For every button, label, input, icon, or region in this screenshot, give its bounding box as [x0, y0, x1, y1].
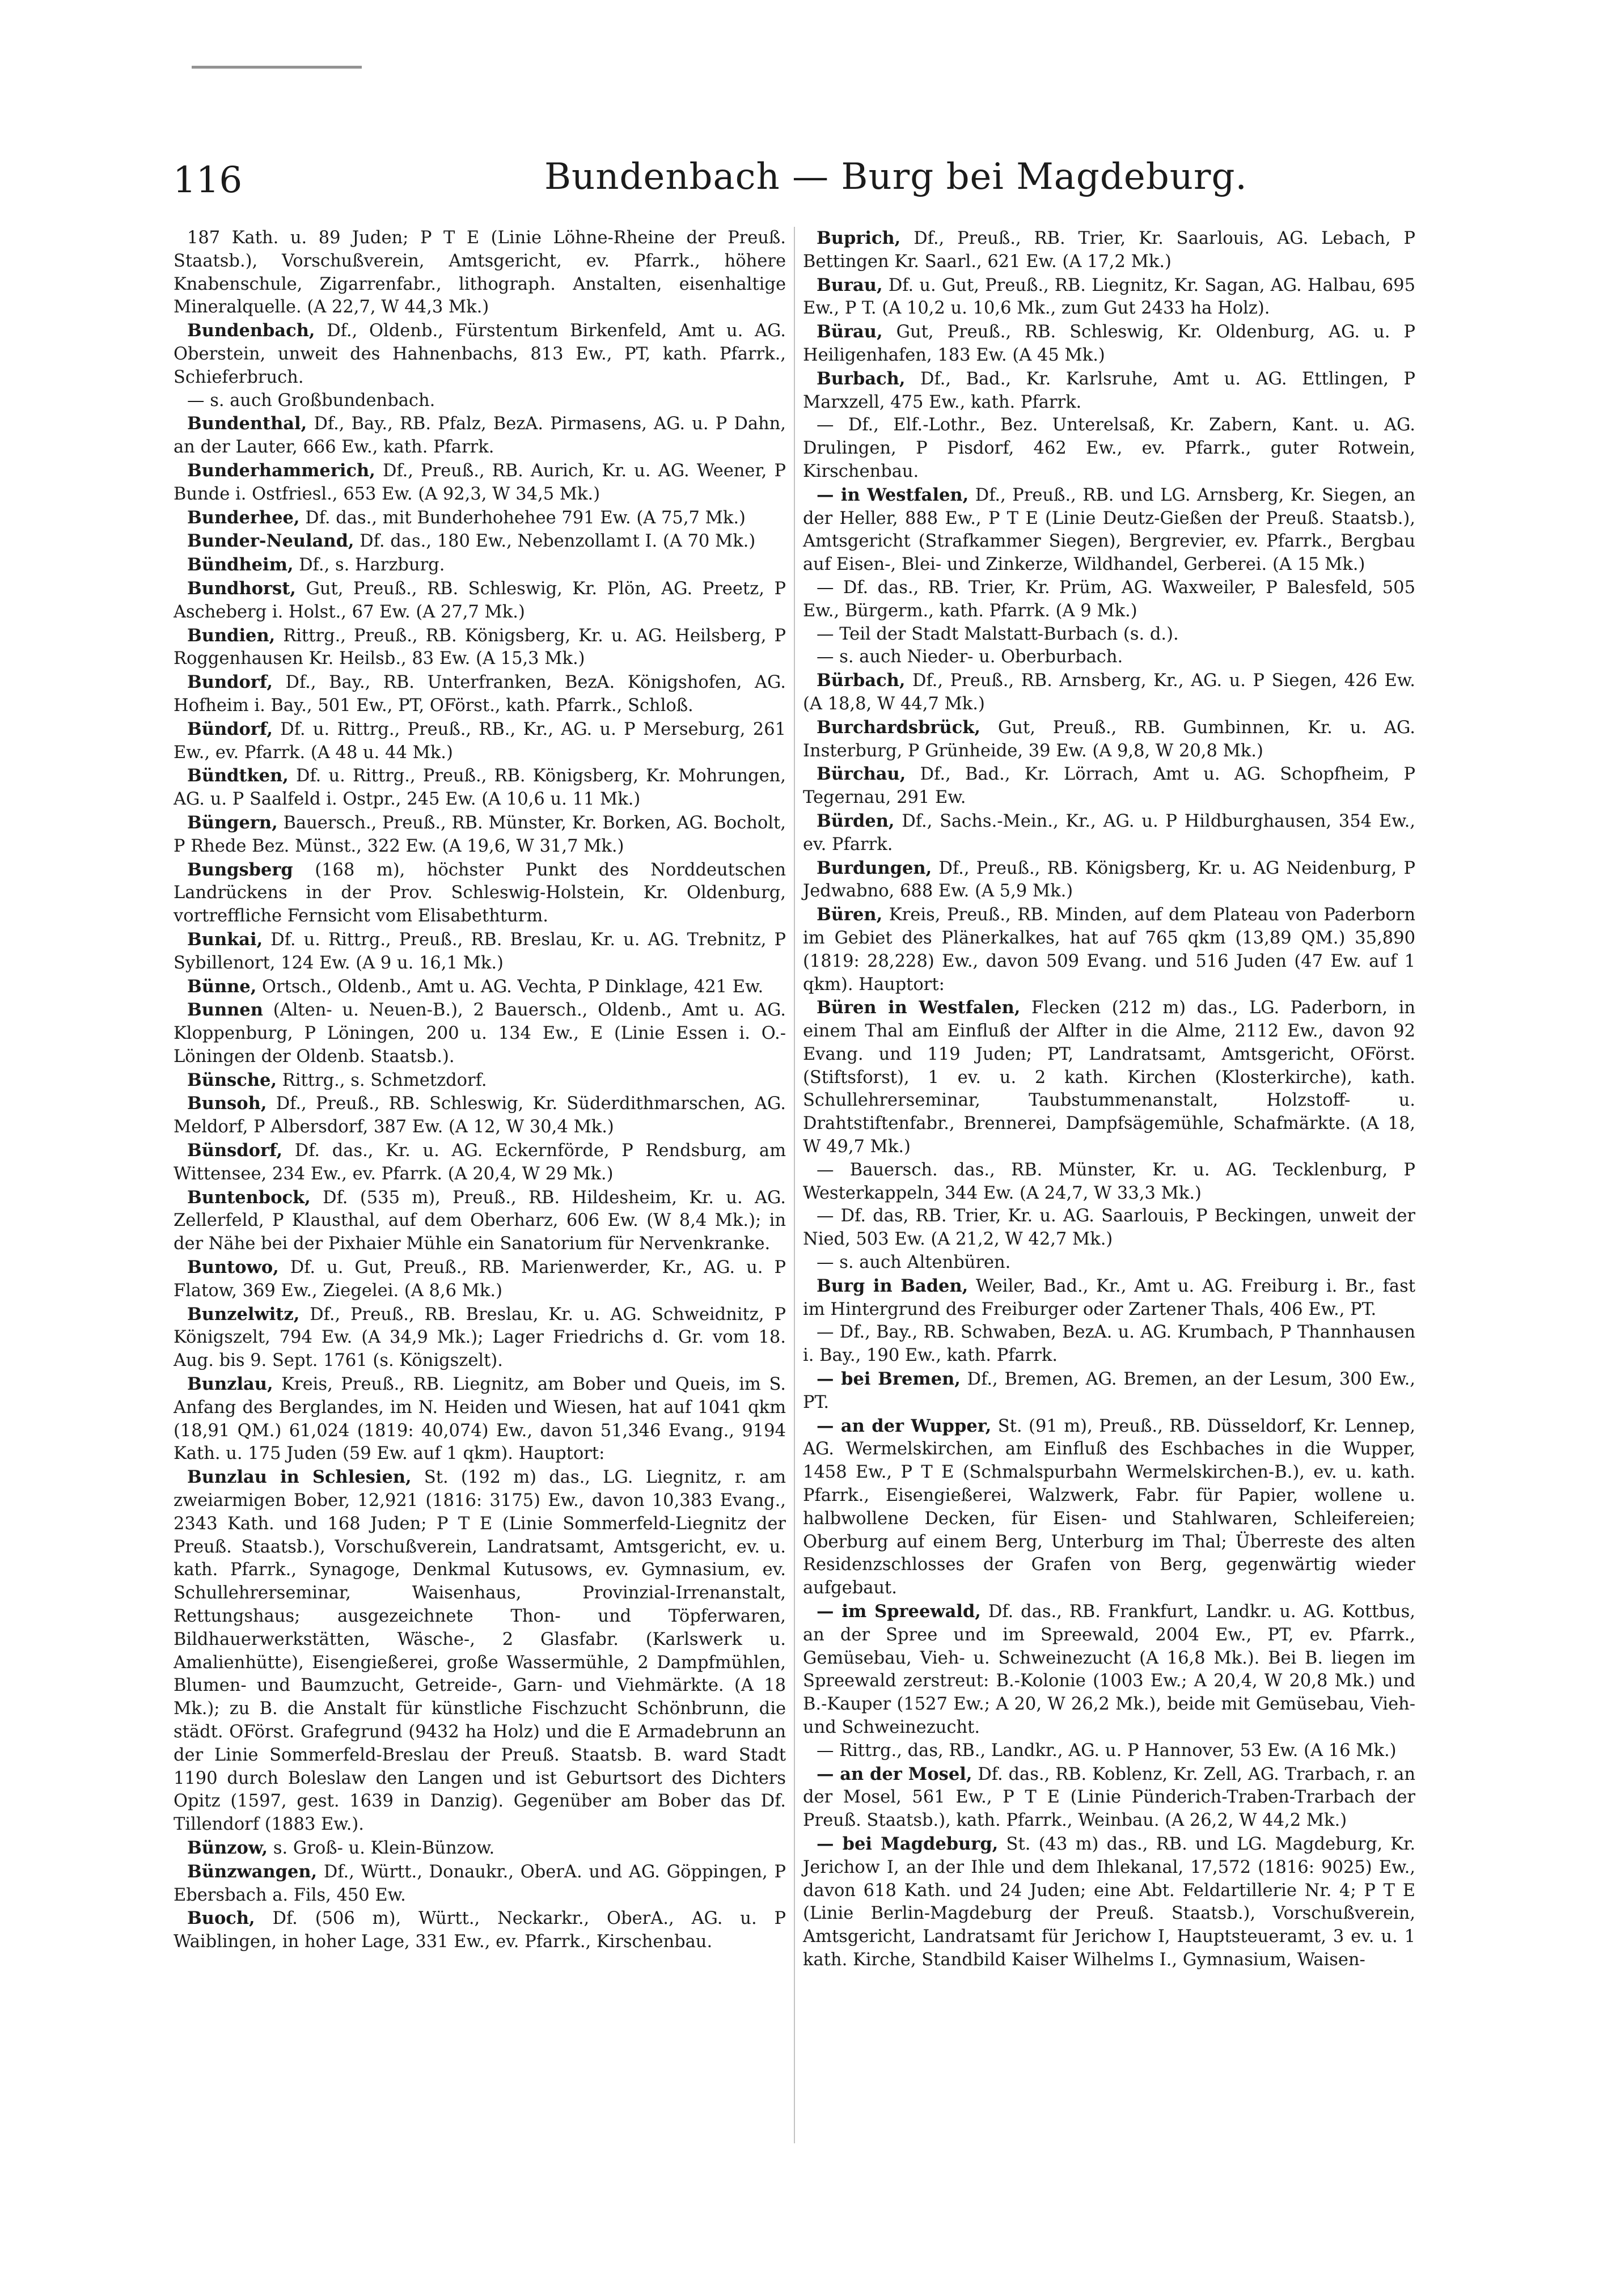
dictionary-entry: [803, 320, 1415, 367]
dictionary-entry: [803, 1415, 1415, 1600]
dictionary-entry: [174, 1069, 786, 1093]
dictionary-entry: [174, 928, 786, 975]
entry-text: — s. auch Großbundenbach.: [187, 390, 435, 411]
entry-headword: Bundorf,: [187, 672, 273, 693]
dictionary-entry: [174, 1139, 786, 1186]
entry-text: Df., Bay., RB. Unterfranken, BezA. Königshofen, AG. Hofheim i. Bay., 501 Ew., PT, OFörst., kath. Pfarrk., Schloß.: [174, 672, 786, 716]
entry-text: — Df., Elf.-Lothr., Bez. Unterelsaß, Kr. Zabern, Kant. u. AG. Drulingen, P Pisdorf, 462 Ew., ev. Pfarrk., guter Rotwein, Kirschenbau.: [803, 415, 1415, 481]
entry-headword: Bürau,: [817, 321, 883, 342]
entry-headword: Bungsberg: [187, 859, 293, 880]
entry-headword: — in Westfalen,: [817, 484, 969, 505]
dictionary-entry: [803, 716, 1415, 763]
entry-text: Df., Oldenb., Fürstentum Birkenfeld, Amt u. AG. Oberstein, unweit des Hahnenbachs, 813 Ew., PT, kath. Pfarrk., Schieferbruch.: [174, 321, 786, 387]
entry-headword: Bundhorst,: [187, 578, 296, 599]
entry-headword: — bei Magdeburg,: [817, 1833, 999, 1854]
entry-headword: Bunnen: [187, 1000, 263, 1021]
right-column: [803, 227, 1415, 1972]
dictionary-entry: [803, 1205, 1415, 1251]
entry-headword: Bünzow,: [187, 1837, 268, 1858]
dictionary-entry: [174, 811, 786, 858]
dictionary-entry: [803, 367, 1415, 414]
dictionary-entry: [174, 1303, 786, 1373]
entry-text: Weiler, Bad., Kr., Amt u. AG. Freiburg i. Br., fast im Hintergrund des Freiburger oder Zartener Thals, 406 Ew., PT.: [803, 1276, 1415, 1319]
entry-text: Df. u. Rittrg., Preuß., RB. Königsberg, Kr. Mohrungen, AG. u. P Saalfeld i. Ostpr., 245 Ew. (A 10,6 u. 11 Mk.): [174, 766, 786, 810]
entry-text: (Alten- u. Neuen-B.), 2 Bauersch., Oldenb., Amt u. AG. Kloppenburg, P Löningen, 200 u. 134 Ew., E (Linie Essen i. O.-Löningen der Oldenb. Staatsb.).: [174, 1000, 786, 1067]
entry-text: St. (43 m) das., RB. und LG. Magdeburg, Kr. Jerichow I, an der Ihle und dem Ihlekanal, 17,572 (1816: 9025) Ew., davon 618 Kath. und 24 Juden; eine Abt. Feldartillerie Nr. 4; P T E (Linie Berlin-Magdeburg der Preuß. Staatsb.), Vorschußverein, Amtsgericht, Landratsamt für Jerichow I, Hauptsteueramt, 3 ev. u. 1 kath. Kirche, Standbild Kaiser Wilhelms I., Gymnasium, Waisen-: [803, 1834, 1416, 1970]
entry-headword: Bunzelwitz,: [187, 1304, 300, 1325]
entry-text: Df. das., RB. Koblenz, Kr. Zell, AG. Trarbach, r. an der Mosel, 561 Ew., P T E (Linie Pünderich-Traben-Trarbach der Preuß. Staatsb.), kath. Pfarrk., Weinbau. (A 26,2, W 44,2 Mk.): [803, 1764, 1415, 1831]
column-divider: [794, 227, 795, 2143]
entry-text: St. (91 m), Preuß., RB. Düsseldorf, Kr. Lennep, AG. Wermelskirchen, am Einfluß des Eschbaches in die Wupper, 1458 Ew., P T E (Schmalspurbahn Wermelskirchen-B.), ev. u. kath. Pfarrk., Eisengießerei, Walzwerk, Fabr. für Papier, wollene u. halbwollene Decken, für Eisen- und Stahlwaren, Schleifereien; Oberburg auf einem Berg, Unterburg im Thal; Überreste des alten Residenzschlosses der Grafen von Berg, gegenwärtig wieder aufgebaut.: [803, 1416, 1415, 1598]
entry-headword: Bünsdorf,: [187, 1140, 283, 1161]
dictionary-entry: [174, 1186, 786, 1256]
dictionary-entry: [174, 624, 786, 671]
dictionary-entry: [803, 763, 1415, 810]
entry-headword: — an der Wupper,: [817, 1415, 992, 1436]
entry-text: — Rittrg., das, RB., Landkr., AG. u. P Hannover, 53 Ew. (A 16 Mk.): [817, 1740, 1397, 1761]
entry-text: Df. (506 m), Württ., Neckarkr., OberA., AG. u. P Waiblingen, in hoher Lage, 331 Ew., ev. Pfarrk., Kirschenbau.: [174, 1909, 786, 1952]
dictionary-entry: [803, 996, 1415, 1159]
entry-text: Df. das., Kr. u. AG. Eckernförde, P Rendsburg, am Wittensee, 234 Ew., ev. Pfarrk. (A 20,4, W 29 Mk.): [174, 1141, 786, 1184]
dictionary-entry: [803, 227, 1415, 274]
entry-headword: Bürchau,: [817, 764, 906, 785]
entry-text: Df., Bad., Kr. Lörrach, Amt u. AG. Schopfheim, P Tegernau, 291 Ew.: [803, 764, 1415, 808]
entry-text: — Bauersch. das., RB. Münster, Kr. u. AG. Tecklenburg, P Westerkappeln, 344 Ew. (A 24,7, W 33,3 Mk.): [803, 1160, 1415, 1203]
entry-text: Rittrg., s. Schmetzdorf.: [282, 1070, 487, 1090]
entry-text: Df., Preuß., RB. Schleswig, Kr. Süderdithmarschen, AG. Meldorf, P Albersdorf, 387 Ew. (A 12, W 30,4 Mk.): [174, 1094, 786, 1137]
entry-headword: Bündtken,: [187, 765, 289, 786]
entry-text: Df., Bay., RB. Pfalz, BezA. Pirmasens, AG. u. P Dahn, an der Lauter, 666 Ew., kath. Pfarrk.: [174, 414, 786, 458]
entry-text: Flecken (212 m) das., LG. Paderborn, in einem Thal am Einfluß der Alfter in die Alme, 2112 Ew., davon 92 Evang. und 119 Juden; PT, Landratsamt, Amtsgericht, OFörst. (Stiftsforst), 1 ev. u. 2 kath. Kirchen (Klosterkirche), kath. Schullehrerseminar, Taubstummenanstalt, Holzstoff- u. Drahtstiftenfabr., Brennerei, Dampfsägemühle, Schafmärkte. (A 18, W 49,7 Mk.): [803, 998, 1415, 1157]
entry-text: Df., Preuß., RB. und LG. Arnsberg, Kr. Siegen, an der Heller, 888 Ew., P T E (Linie Deutz-Gießen der Preuß. Staatsb.), Amtsgericht (Strafkammer Siegen), Bergrevier, ev. Pfarrk., Bergbau auf Eisen-, Blei- und Zinkerze, Wildhandel, Gerberei. (A 15 Mk.): [803, 485, 1415, 575]
entry-headword: Bürden,: [817, 810, 895, 831]
entry-headword: Büren in Westfalen,: [817, 997, 1021, 1018]
dictionary-entry: [174, 227, 786, 319]
dictionary-entry: [803, 1159, 1415, 1205]
entry-headword: Burbach,: [817, 368, 906, 389]
entry-text: Df., Württ., Donaukr., OberA. und AG. Göppingen, P Ebersbach a. Fils, 450 Ew.: [174, 1862, 786, 1905]
entry-text: 187 Kath. u. 89 Juden; P T E (Linie Löhne-Rheine der Preuß. Staatsb.), Vorschußverein, Amtsgericht, ev. Pfarrk., höhere Knabenschule, Zigarrenfabr., lithograph. Anstalten, eisenhaltige Mineralquelle. (A 22,7, W 44,3 Mk.): [174, 228, 786, 318]
entry-headword: Bunderhee,: [187, 507, 300, 528]
entry-text: Df., Preuß., RB. Aurich, Kr. u. AG. Weener, P Bunde i. Ostfriesl., 653 Ew. (A 92,3, W 34,5 Mk.): [174, 460, 786, 504]
dictionary-entry: [174, 530, 786, 553]
dictionary-entry: [803, 414, 1415, 483]
dictionary-entry: [174, 1837, 786, 1860]
dictionary-entry: [174, 1092, 786, 1139]
entry-headword: Burdungen,: [817, 857, 932, 878]
dictionary-entry: [174, 553, 786, 577]
entry-text: Rittrg., Preuß., RB. Königsberg, Kr. u. AG. Heilsberg, P Roggenhausen Kr. Heilsb., 83 Ew. (A 15,3 Mk.): [174, 625, 786, 669]
entry-text: Df., Preuß., RB. Königsberg, Kr. u. AG Neidenburg, P Jedwabno, 688 Ew. (A 5,9 Mk.): [803, 858, 1415, 902]
entry-text: Df. u. Rittrg., Preuß., RB. Breslau, Kr. u. AG. Trebnitz, P Sybillenort, 124 Ew. (A 9 u. 16,1 Mk.): [174, 929, 786, 973]
dictionary-entry: [174, 1907, 786, 1954]
entry-headword: Buntowo,: [187, 1257, 279, 1278]
entry-headword: Bundenbach,: [187, 320, 315, 341]
dictionary-entry: [174, 390, 786, 413]
entry-headword: Büren,: [817, 904, 883, 925]
entry-text: Df., Sachs.-Mein., Kr., AG. u. P Hildburghausen, 354 Ew., ev. Pfarrk.: [803, 811, 1415, 854]
dictionary-entry: [803, 1600, 1415, 1740]
entry-headword: — bei Bremen,: [817, 1369, 961, 1390]
dictionary-entry: [803, 646, 1415, 669]
dictionary-entry: [803, 857, 1415, 904]
entry-headword: Bündheim,: [187, 555, 294, 576]
dictionary-entry: [803, 484, 1415, 577]
dictionary-entry: [174, 975, 786, 999]
entry-headword: Burau,: [817, 274, 883, 295]
entry-headword: — im Spreewald,: [817, 1601, 981, 1622]
left-column: [174, 227, 786, 1954]
dictionary-entry: [174, 718, 786, 765]
dictionary-entry: [174, 858, 786, 928]
dictionary-entry: [174, 764, 786, 811]
entry-text: Gut, Preuß., RB. Gumbinnen, Kr. u. AG. Insterburg, P Grünheide, 39 Ew. (A 9,8, W 20,8 Mk.): [803, 717, 1415, 761]
entry-text: (168 m), höchster Punkt des Norddeutschen Landrückens in der Prov. Schleswig-Holstein, Kr. Oldenburg, vortreffliche Fernsicht vom Elisabethturm.: [174, 860, 786, 926]
entry-headword: Bunkai,: [187, 929, 263, 950]
entry-text: Gut, Preuß., RB. Schleswig, Kr. Plön, AG. Preetz, P Ascheberg i. Holst., 67 Ew. (A 27,7 Mk.): [174, 578, 786, 622]
dictionary-entry: [803, 903, 1415, 996]
entry-headword: Bunzlau in Schlesien,: [187, 1467, 412, 1488]
entry-headword: Büngern,: [187, 812, 278, 833]
dictionary-entry: [803, 623, 1415, 646]
entry-text: — s. auch Nieder- u. Oberburbach.: [817, 647, 1123, 667]
entry-headword: Burg in Baden,: [817, 1275, 969, 1296]
entry-headword: Bünsche,: [187, 1069, 277, 1090]
entry-text: Df., Bad., Kr. Karlsruhe, Amt u. AG. Ettlingen, P Marxzell, 475 Ew., kath. Pfarrk.: [803, 369, 1415, 412]
entry-headword: Bündorf,: [187, 718, 273, 739]
entry-headword: Bünzwangen,: [187, 1861, 318, 1882]
entry-headword: Buoch,: [187, 1908, 255, 1929]
dictionary-entry: [803, 1321, 1415, 1368]
entry-text: — Df., Bay., RB. Schwaben, BezA. u. AG. Krumbach, P Thannhausen i. Bay., 190 Ew., kath. Pfarrk.: [803, 1322, 1415, 1366]
entry-text: St. (192 m) das., LG. Liegnitz, r. am zweiarmigen Bober, 12,921 (1816: 3175) Ew., davon 10,383 Evang., 2343 Kath. und 168 Juden; P T E (Linie Sommerfeld-Liegnitz der Preuß. Staatsb.), Vorschußverein, Landratsamt, Amtsgericht, ev. u. kath. Pfarrk., Synagoge, Denkmal Kutusows, ev. Gymnasium, ev. Schullehrerseminar, Waisenhaus, Provinzial-Irrenanstalt, Rettungshaus; ausgezeichnete Thon- und Töpferwaren, Bildhauerwerkstätten, Wäsche-, 2 Glasfabr. (Karlswerk u. Amalienhütte), Eisengießerei, große Wassermühle, 2 Dampfmühlen, Blumen- und Baumzucht, Getreide-, Garn- und Viehmärkte. (A 18 Mk.); zu B. die Anstalt für künstliche Fischzucht Schönbrunn, die städt. OFörst. Grafegrund (9432 ha Holz) und die E Armadebrunn an der Linie Sommerfeld-Breslau der Preuß. Staatsb. B. ward Stadt 1190 durch Boleslaw den Langen und ist Geburtsort des Dichters Opitz (1597, gest. 1639 in Danzig). Gegenüber am Bober das Df. Tillendorf (1883 Ew.).: [174, 1467, 786, 1835]
dictionary-entry: [803, 274, 1415, 321]
dictionary-entry: [174, 459, 786, 506]
entry-text: Df., Preuß., RB. Breslau, Kr. u. AG. Schweidnitz, P Königszelt, 794 Ew. (A 34,9 Mk.); Lager Friedrichs d. Gr. vom 18. Aug. bis 9. Sept. 1761 (s. Königszelt).: [174, 1304, 786, 1371]
entry-text: Kreis, Preuß., RB. Minden, auf dem Plateau von Paderborn im Gebiet des Plänerkalkes, hat auf 765 qkm (13,89 QM.) 35,890 (1819: 28,228) Ew., davon 509 Evang. und 516 Juden (47 Ew. auf 1 qkm). Hauptort:: [803, 905, 1415, 995]
entry-text: s. Groß- u. Klein-Bünzow.: [273, 1838, 495, 1858]
dictionary-entry: [803, 669, 1415, 716]
entry-text: Gut, Preuß., RB. Schleswig, Kr. Oldenburg, AG. u. P Heiligenhafen, 183 Ew. (A 45 Mk.): [803, 322, 1415, 365]
entry-text: Ortsch., Oldenb., Amt u. AG. Vechta, P Dinklage, 421 Ew.: [262, 976, 764, 997]
entry-headword: Bundien,: [187, 625, 276, 646]
dictionary-entry: [174, 671, 786, 718]
entry-text: Df. u. Gut, Preuß., RB. Marienwerder, Kr., AG. u. P Flatow, 369 Ew., Ziegelei. (A 8,6 Mk.): [174, 1258, 786, 1301]
dictionary-entry: [174, 1860, 786, 1907]
dictionary-entry: [803, 1763, 1415, 1833]
entry-text: Df. u. Gut, Preuß., RB. Liegnitz, Kr. Sagan, AG. Halbau, 695 Ew., P T. (A 10,2 u. 10,6 Mk., zum Gut 2433 ha Holz).: [803, 275, 1415, 319]
entry-text: — Teil der Stadt Malstatt-Burbach (s. d.).: [817, 624, 1179, 644]
dictionary-entry: [803, 810, 1415, 857]
dictionary-entry: [174, 999, 786, 1068]
entry-text: Df., s. Harzburg.: [299, 555, 445, 576]
entry-headword: Bunderhammerich,: [187, 460, 375, 481]
entry-text: Df., Preuß., RB. Arnsberg, Kr., AG. u. P Siegen, 426 Ew. (A 18,8, W 44,7 Mk.): [803, 671, 1415, 714]
entry-text: Df. u. Rittrg., Preuß., RB., Kr., AG. u. P Merseburg, 261 Ew., ev. Pfarrk. (A 48 u. 44 Mk.): [174, 719, 786, 763]
entry-text: — Df. das, RB. Trier, Kr. u. AG. Saarlouis, P Beckingen, unweit der Nied, 503 Ew. (A 21,2, W 42,7 Mk.): [803, 1206, 1415, 1250]
entry-text: Df. das., RB. Frankfurt, Landkr. u. AG. Kottbus, an der Spree und im Spreewald, 2004 Ew., PT, ev. Pfarrk., Gemüsebau, Vieh- u. Schweinezucht (A 16,8 Mk.). Bei B. liegen im Spreewald zerstreut: B.-Kolonie (1003 Ew.; A 20,4, W 20,8 Mk.) und B.-Kauper (1527 Ew.; A 20, W 26,2 Mk.), beide mit Gemüsebau, Vieh- und Schweinezucht.: [803, 1602, 1415, 1737]
entry-headword: Buprich,: [817, 228, 901, 248]
dictionary-entry: [803, 1275, 1415, 1322]
dictionary-entry: [174, 1373, 786, 1466]
entry-text: Df., Bremen, AG. Bremen, an der Lesum, 300 Ew., PT.: [803, 1369, 1416, 1412]
dictionary-entry: [174, 1466, 786, 1837]
entry-headword: Bunzlau,: [187, 1374, 273, 1395]
entry-text: Kreis, Preuß., RB. Liegnitz, am Bober und Queis, im S. Anfang des Berglandes, im N. Heiden und Wiesen, hat auf 1041 qkm (18,91 QM.) 61,024 (1819: 40,074) Ew., davon 51,346 Evang., 9194 Kath. u. 175 Juden (59 Ew. auf 1 qkm). Hauptort:: [174, 1374, 786, 1464]
dictionary-entry: [174, 412, 786, 459]
dictionary-entry: [803, 577, 1415, 623]
entry-headword: Buntenbock,: [187, 1187, 311, 1208]
entry-headword: Bunsoh,: [187, 1093, 267, 1114]
entry-text: Df. das., mit Bunderhohehee 791 Ew. (A 75,7 Mk.): [305, 507, 746, 528]
entry-headword: Bunder-Neuland,: [187, 531, 354, 552]
dictionary-entry: [174, 506, 786, 530]
entry-text: — s. auch Altenbüren.: [817, 1253, 1011, 1273]
dictionary-entry: [803, 1368, 1415, 1415]
dictionary-entry: [174, 577, 786, 624]
entry-headword: — an der Mosel,: [817, 1763, 972, 1784]
entry-text: Df., Preuß., RB. Trier, Kr. Saarlouis, AG. Lebach, P Bettingen Kr. Saarl., 621 Ew. (A 17,2 Mk.): [803, 229, 1415, 272]
running-title: Bundenbach — Burg bei Magdeburg.: [544, 156, 1247, 198]
page-number: 116: [173, 159, 243, 201]
entry-headword: Bürbach,: [817, 670, 906, 691]
dictionary-entry: [174, 1256, 786, 1303]
entry-headword: Bundenthal,: [187, 413, 307, 434]
entry-headword: Burchardsbrück,: [817, 717, 980, 738]
entry-headword: Bünne,: [187, 976, 257, 997]
dictionary-entry: [174, 319, 786, 389]
entry-text: Bauersch., Preuß., RB. Münster, Kr. Borken, AG. Bocholt, P Rhede Bez. Münst., 322 Ew. (A 19,6, W 31,7 Mk.): [174, 813, 786, 856]
dictionary-entry: [803, 1833, 1415, 1972]
entry-text: — Df. das., RB. Trier, Kr. Prüm, AG. Waxweiler, P Balesfeld, 505 Ew., Bürgerm., kath. Pfarrk. (A 9 Mk.): [803, 577, 1415, 621]
entry-text: Df. (535 m), Preuß., RB. Hildesheim, Kr. u. AG. Zellerfeld, P Klausthal, auf dem Oberharz, 606 Ew. (W 8,4 Mk.); in der Nähe bei der Pixhaier Mühle ein Sanatorium für Nervenkranke.: [174, 1187, 786, 1254]
dictionary-entry: [803, 1251, 1415, 1275]
entry-text: Df. das., 180 Ew., Nebenzollamt I. (A 70 Mk.): [360, 531, 756, 552]
dictionary-entry: [803, 1740, 1415, 1763]
top-rule: [192, 66, 362, 69]
